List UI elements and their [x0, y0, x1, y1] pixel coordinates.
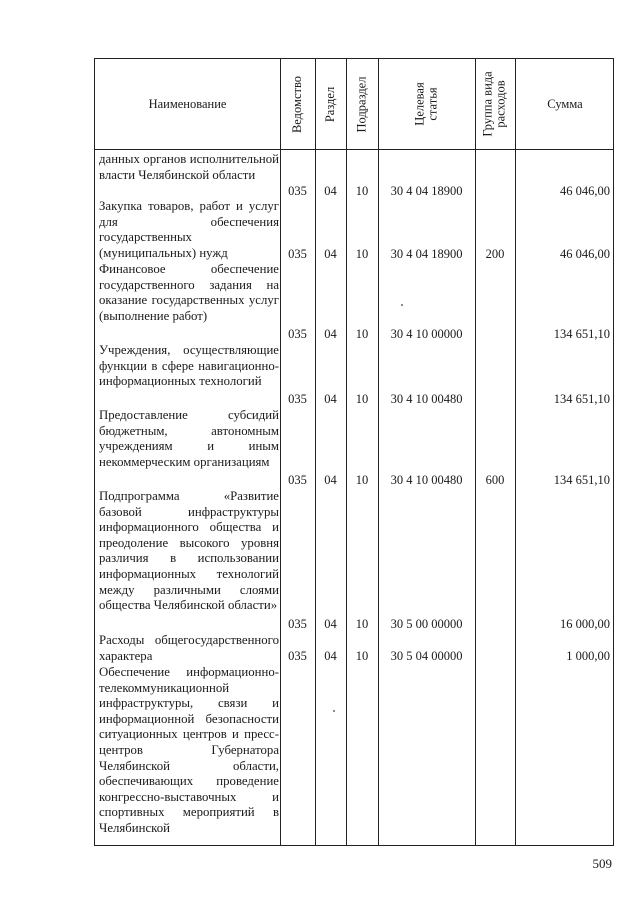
row-sum: 46 046,00 — [560, 184, 610, 198]
row-podrazdel: 10 — [355, 473, 369, 487]
row-vedomstvo: 035 — [288, 473, 307, 487]
row-sum: 134 651,10 — [553, 473, 610, 487]
header-vedomstvo-label: Ведомство — [290, 75, 304, 133]
row-target: 30 4 04 18900 — [390, 184, 463, 198]
row-name: Закупка товаров, работ и услуг для обеспечения государственных (муниципальных) нужд — [99, 199, 279, 260]
row-razdel: 04 — [324, 247, 337, 261]
column-divider — [475, 59, 476, 845]
row-vedomstvo: 035 — [288, 327, 307, 341]
row-vedomstvo: 035 — [288, 649, 307, 663]
row-vedomstvo: 035 — [288, 392, 307, 406]
row-razdel: 04 — [324, 649, 337, 663]
header-vedomstvo — [280, 59, 315, 149]
column-divider — [515, 59, 516, 845]
row-podrazdel: 10 — [355, 392, 369, 406]
row-razdel: 04 — [324, 392, 337, 406]
row-sum: 1 000,00 — [566, 649, 610, 663]
row-name: Предоставление субсидий бюджетным, автономным учреждениям и иным некоммерческим организациям — [99, 408, 279, 469]
column-divider — [378, 59, 379, 845]
row-vedomstvo: 035 — [288, 247, 307, 261]
header-sum — [515, 59, 615, 149]
header-sum-label: Сумма — [547, 96, 583, 111]
header-name-label: Наименование — [148, 96, 227, 111]
row-target: 30 4 10 00000 — [390, 327, 463, 341]
header-group — [475, 59, 515, 149]
header-group-label — [482, 71, 508, 136]
header-group-line1: Группа вида — [481, 71, 496, 137]
budget-table — [94, 58, 614, 846]
row-target: 30 5 04 00000 — [390, 649, 463, 663]
row-sum: 134 651,10 — [553, 327, 610, 341]
header-target-label — [414, 82, 440, 125]
header-target-line2: статья — [425, 87, 440, 121]
row-podrazdel: 10 — [355, 327, 369, 341]
row-name: Учреждения, осуществляющие функции в сфере навигационно-информационных технологий — [99, 343, 279, 389]
row-target: 30 4 04 18900 — [390, 247, 463, 261]
header-razdel — [315, 59, 346, 149]
row-vedomstvo: 035 — [288, 617, 307, 631]
row-razdel: 04 — [324, 184, 337, 198]
row-sum: 16 000,00 — [560, 617, 610, 631]
row-name: Обеспечение информационно-телекоммуникационной инфраструктуры, связи и информационной безопасности ситуационных центров и пресс-центров Губернатора Челябинской области, обеспечивающих проведение конгрессно-выставочных и спортивных мероприятий в Челябинской — [99, 665, 279, 835]
row-name: данных органов исполнительной власти Челябинской области — [99, 152, 279, 182]
header-group-line2: расходов — [494, 80, 509, 128]
header-razdel-label: Раздел — [323, 86, 338, 122]
row-name: Расходы общегосударственного характера — [99, 633, 279, 663]
scan-speck — [333, 710, 335, 712]
row-podrazdel: 10 — [355, 649, 369, 663]
row-podrazdel: 10 — [355, 617, 369, 631]
header-podrazdel-label: Подраздел — [354, 76, 369, 132]
row-razdel: 04 — [324, 473, 337, 487]
header-divider — [95, 149, 613, 150]
row-razdel: 04 — [324, 327, 337, 341]
header-target — [378, 59, 475, 149]
header-name — [95, 59, 280, 149]
column-divider — [280, 59, 281, 845]
page-number: 509 — [592, 856, 612, 871]
row-group: 200 — [485, 247, 505, 261]
row-group: 600 — [485, 473, 505, 487]
header-target-line1: Целевая — [412, 82, 427, 126]
row-sum: 46 046,00 — [560, 247, 610, 261]
row-target: 30 4 10 00480 — [390, 392, 463, 406]
row-vedomstvo: 035 — [288, 184, 307, 198]
row-target: 30 5 00 00000 — [390, 617, 463, 631]
row-sum: 134 651,10 — [553, 392, 610, 406]
row-name: Подпрограмма «Развитие базовой инфраструктуры информационного общества и преодоление высокого уровня различия в использовании информационных технологий между различными слоями общества Челябинской области» — [99, 489, 279, 613]
scan-speck — [401, 304, 403, 306]
row-podrazdel: 10 — [355, 184, 369, 198]
row-name: Финансовое обеспечение государственного задания на оказание государственных услуг (выполнение работ) — [99, 262, 279, 323]
row-razdel: 04 — [324, 617, 337, 631]
row-podrazdel: 10 — [355, 247, 369, 261]
column-divider — [315, 59, 316, 845]
header-podrazdel — [346, 59, 378, 149]
row-target: 30 4 10 00480 — [390, 473, 463, 487]
column-divider — [346, 59, 347, 845]
